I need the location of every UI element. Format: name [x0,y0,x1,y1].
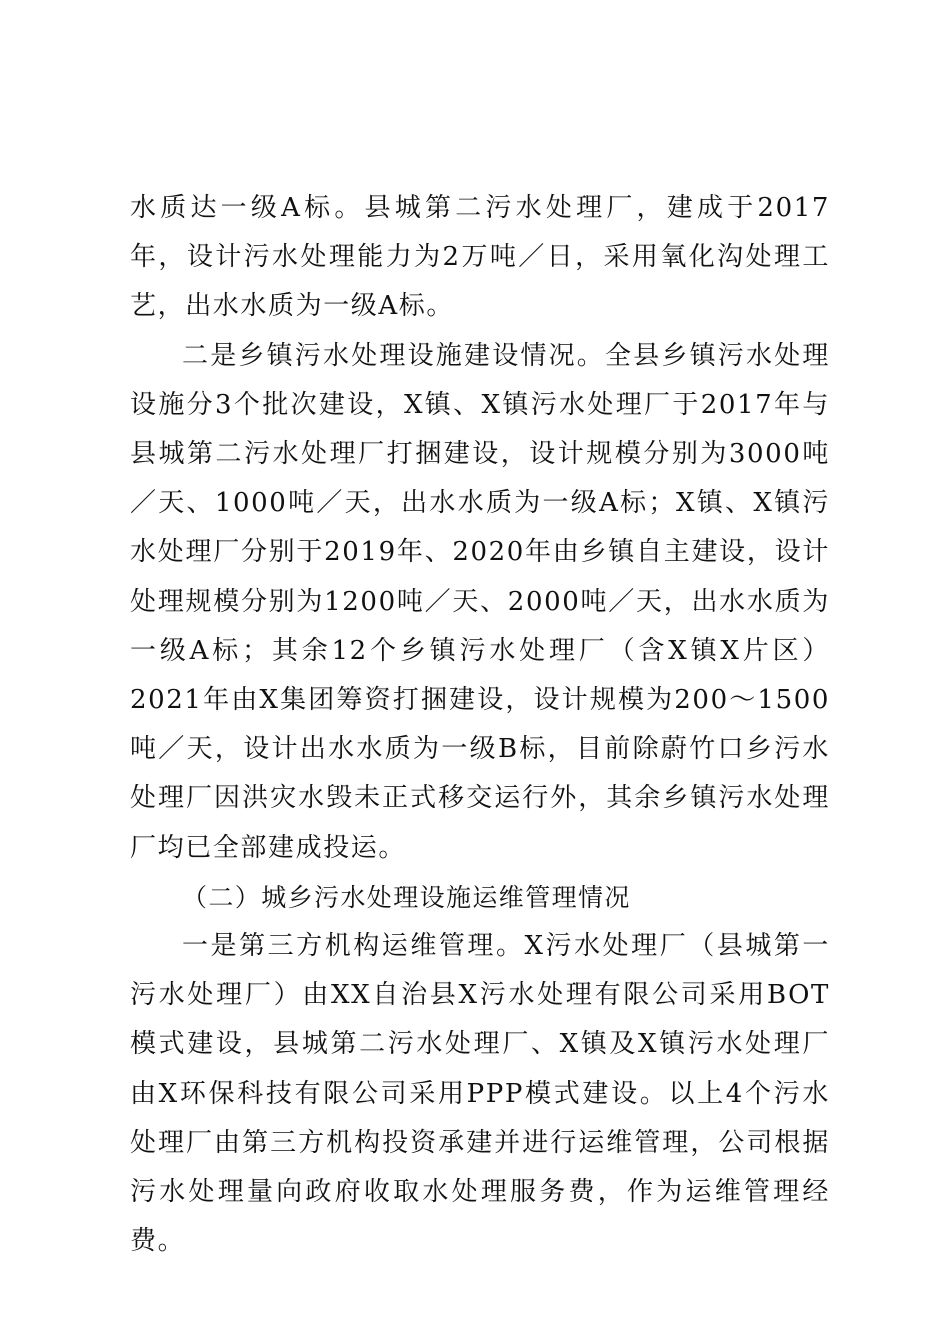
section-heading: （二）城乡污水处理设施运维管理情况 [182,882,631,912]
paragraph-continued: 水质达一级A标。县城第二污水处理厂，建成于2017年，设计污水处理能力为2万吨／日，采用氧化沟处理工艺，出水水质为一级A标。 [130,193,830,322]
paragraph-third-party-operation: 一是第三方机构运维管理。X污水处理厂（县城第一污水处理厂）由XX自治县X污水处理有限公司采用BOT模式建设，县城第二污水处理厂、X镇及X镇污水处理厂由X环保科技有限公司采用PPP模式建设。以上4个污水处理厂由第三方机构投资承建并进行运维管理，公司根据污水处理量向政府收取水处理服务费，作为运维管理经费。 [130,931,830,1257]
paragraph-township-facilities: 二是乡镇污水处理设施建设情况。全县乡镇污水处理设施分3个批次建设，X镇、X镇污水处理厂于2017年与县城第二污水处理厂打捆建设，设计规模分别为3000吨／天、1000吨／天，出水水质为一级A标；X镇、X镇污水处理厂分别于2019年、2020年由乡镇自主建设，设计处理规模分别为1200吨／天、2000吨／天，出水水质为一级A标；其余12个乡镇污水处理厂（含X镇X片区）2021年由X集团筹资打捆建设，设计规模为200～1500吨／天，设计出水水质为一级B标，目前除蔚竹口乡污水处理厂因洪灾水毁未正式移交运行外，其余乡镇污水处理厂均已全部建成投运。 [130,340,830,863]
document-body [130,184,830,1266]
